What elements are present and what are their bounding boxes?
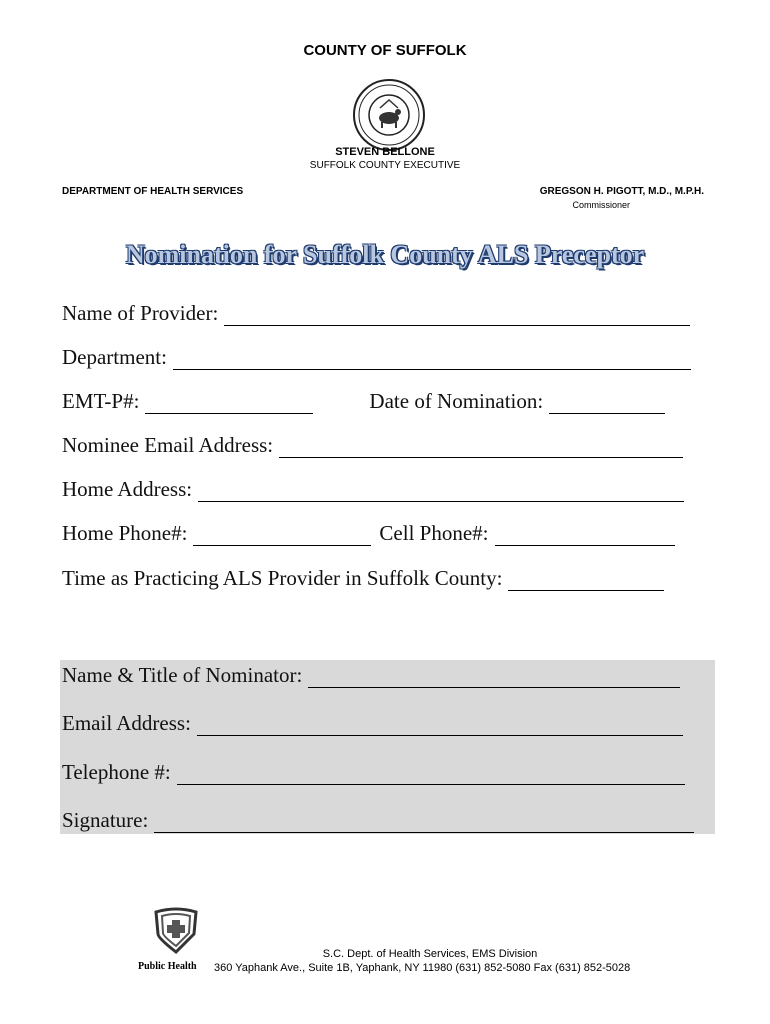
county-title: COUNTY OF SUFFOLK — [303, 42, 467, 59]
nominator-email-label: Email Address: — [62, 711, 191, 735]
phone-row — [62, 520, 675, 546]
department-row — [62, 344, 691, 370]
home-address-field[interactable] — [198, 480, 684, 502]
public-health-logo-text: Public Health — [138, 961, 197, 972]
form-title: Nomination for Suffolk County ALS Preceptor — [125, 240, 645, 269]
cell-phone-field[interactable] — [495, 524, 675, 546]
department-label: Department: — [62, 345, 167, 369]
home-address-label: Home Address: — [62, 477, 193, 501]
provider-name-row — [62, 300, 690, 326]
emt-field[interactable] — [145, 392, 313, 414]
footer-line-2: 360 Yaphank Ave., Suite 1B, Yaphank, NY 11980 (631) 852-5080 Fax (631) 852-5028 — [214, 962, 631, 974]
home-address-row — [62, 476, 684, 502]
nominee-email-row — [62, 432, 683, 458]
home-phone-label: Home Phone#: — [62, 521, 188, 545]
executive-name: STEVEN BELLONE — [335, 146, 435, 158]
footer-line-1: S.C. Dept. of Health Services, EMS Division — [322, 948, 538, 960]
emt-label: EMT-P#: — [62, 389, 140, 413]
department-name: DEPARTMENT OF HEALTH SERVICES — [62, 186, 244, 197]
signature-field[interactable] — [154, 811, 694, 833]
nominator-telephone-row — [62, 759, 685, 785]
public-health-logo — [138, 906, 218, 972]
home-phone-field[interactable] — [193, 524, 371, 546]
department-field[interactable] — [173, 348, 691, 370]
shield-icon — [138, 906, 218, 954]
nominator-email-field[interactable] — [197, 714, 683, 736]
nominator-name-field[interactable] — [308, 666, 680, 688]
nominator-telephone-label: Telephone #: — [62, 760, 171, 784]
provider-name-label: Name of Provider: — [62, 301, 219, 325]
nominator-email-row — [62, 710, 683, 736]
nominee-email-label: Nominee Email Address: — [62, 433, 274, 457]
emt-row — [62, 388, 665, 414]
date-label: Date of Nomination: — [369, 389, 544, 413]
commissioner-name: GREGSON H. PIGOTT, M.D., M.P.H. — [539, 186, 704, 197]
nominator-name-row — [62, 662, 680, 688]
county-seal-icon — [352, 78, 426, 152]
time-practicing-label: Time as Practicing ALS Provider in Suffolk County: — [62, 566, 503, 590]
time-practicing-row — [62, 565, 664, 591]
signature-row — [62, 807, 694, 833]
date-field[interactable] — [549, 392, 665, 414]
nominator-telephone-field[interactable] — [177, 763, 685, 785]
commissioner-title: Commissioner — [572, 200, 630, 210]
time-practicing-field[interactable] — [508, 569, 664, 591]
executive-title: SUFFOLK COUNTY EXECUTIVE — [309, 160, 461, 171]
nominee-email-field[interactable] — [279, 436, 683, 458]
signature-label: Signature: — [62, 808, 149, 832]
nominator-name-label: Name & Title of Nominator: — [62, 663, 303, 687]
provider-name-field[interactable] — [224, 304, 690, 326]
cell-phone-label: Cell Phone#: — [379, 521, 489, 545]
